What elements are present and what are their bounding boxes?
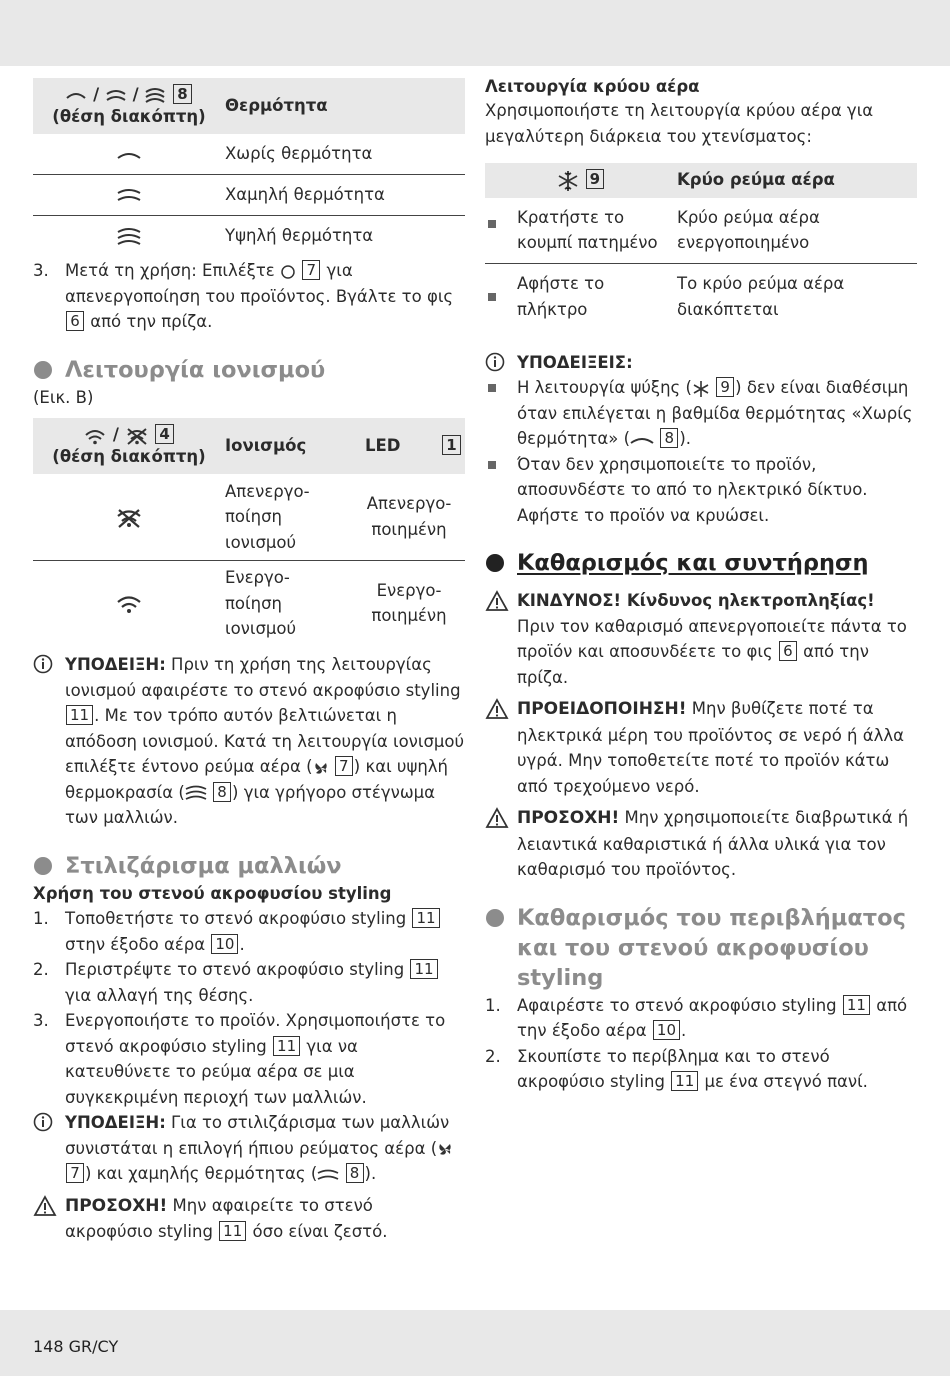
ref-box: 7 — [335, 756, 353, 776]
ref-box: 9 — [716, 377, 734, 397]
ref-box: 6 — [66, 311, 84, 331]
danger-note: ΚΙΝΔΥΝΟΣ! Κίνδυνος ηλεκτροπληξίας! Πριν τον καθαρισμό απενεργοποιείτε πάντα το προϊόν και αποσυνδέετε το φις 6 από την πρίζα. — [485, 588, 917, 690]
bullet-dot-icon — [486, 909, 504, 927]
heat-high-icon — [185, 785, 207, 801]
heat-table — [33, 78, 465, 256]
ion-table-head-ion: Ιονισμός — [225, 418, 353, 474]
table-row — [485, 264, 917, 330]
caution-note: ΠΡΟΣΟΧΗ! Μην χρησιμοποιείτε διαβρωτικά ή λειαντικά καθαριστικά ή άλλα υλικά για τον καθαρισμό του προϊόντος. — [485, 805, 917, 883]
housing-steps — [485, 993, 917, 1095]
warning-note: ΠΡΟΕΙΔΟΠΟΙΗΣΗ! Μην βυθίζετε ποτέ τα ηλεκτρικά μέρη του προϊόντος σε νερό ή άλλα υγρά. Μην τοποθετείτε ποτέ το προϊόν κάτω από τρεχούμενο νερό. — [485, 696, 917, 799]
ion-state: Ενεργο- ποίηση ιονισμού — [225, 568, 297, 638]
cool-state: Κρύο ρεύμα αέρα ενεργοποιημένο — [677, 198, 917, 264]
list-item: 2. Περιστρέψτε το στενό ακροφύσιο styling 11 για αλλαγή της θέσης. — [33, 957, 465, 1008]
footer-band — [0, 1310, 950, 1376]
ref-box: 7 — [302, 260, 320, 280]
ion-table-head-switch: / 4 (θέση διακόπτη) — [33, 418, 225, 474]
ion-off-icon — [125, 427, 149, 445]
ref-box: 10 — [653, 1020, 680, 1040]
snowflake-icon — [692, 380, 710, 398]
cool-state: Το κρύο ρεύμα αέρα διακόπτεται — [677, 274, 845, 319]
square-bullet-icon — [488, 220, 496, 228]
heat-off-icon — [630, 434, 654, 446]
square-bullet-icon — [488, 293, 496, 301]
ion-table — [33, 418, 465, 646]
bullet-dot-icon — [486, 554, 504, 572]
section-heading-styling: Στιλιζάρισμα μαλλιών — [33, 851, 465, 881]
left-column — [33, 76, 465, 1245]
heat-table-head-switch: / / 8 (θέση διακόπτη) — [33, 78, 225, 134]
heat-table-head-heat: Θερμότητα — [225, 78, 465, 134]
section-heading-cleaning: Καθαρισμός και συντήρηση — [485, 548, 917, 578]
led-state: Ενεργο- ποιημένη — [371, 580, 447, 626]
led-state: Απενεργο- ποιημένη — [353, 474, 465, 560]
ref-box: 11 — [410, 959, 437, 979]
warning-triangle-icon — [33, 1195, 57, 1217]
cool-table-head-state: Κρύο ρεύμα αέρα — [677, 163, 917, 198]
table-row — [33, 474, 465, 560]
warning-triangle-icon — [485, 807, 509, 829]
off-circle-icon — [280, 264, 296, 280]
step-list — [33, 258, 465, 335]
heat-low-icon — [116, 186, 142, 204]
ref-box: 11 — [219, 1221, 246, 1241]
ref-box: 7 — [66, 1163, 84, 1183]
styling-caution: ΠΡΟΣΟΧΗ! Μην αφαιρείτε το στενό ακροφύσιο styling 11 όσο είναι ζεστό. — [33, 1193, 465, 1245]
table-row — [33, 174, 465, 215]
subheading: Χρήση του στενού ακροφυσίου styling — [33, 883, 392, 903]
ion-on-icon — [115, 594, 143, 614]
heat-low-icon — [317, 1168, 339, 1182]
ref-box: 1 — [442, 435, 460, 455]
ion-table-head-switch-label: (θέση διακόπτη) — [52, 447, 206, 466]
ref-box: 8 — [346, 1163, 364, 1183]
cool-action: Αφήστε το πλήκτρο — [485, 264, 677, 330]
info-icon — [485, 352, 505, 372]
ref-box: 10 — [211, 934, 238, 954]
ion-table-head-led: LED 1 — [353, 418, 465, 474]
table-row — [33, 134, 465, 174]
ref-box: 11 — [273, 1036, 300, 1056]
section-heading-ionisation: Λειτουργία ιονισμού — [33, 355, 465, 385]
subheading: Λειτουργία κρύου αέρα — [485, 77, 700, 96]
ref-box: 11 — [843, 995, 870, 1015]
list-item: 2. Σκουπίστε το περίβλημα και το στενό ακροφύσιο styling 11 με ένα στεγνό πανί. — [485, 1046, 868, 1091]
snowflake-icon — [557, 170, 579, 192]
heat-low-icon — [105, 88, 127, 104]
heat-table-head-switch-label: (θέση διακόπτη) — [52, 107, 206, 126]
list-item: Η λειτουργία ψύξης ( 9 ) δεν είναι διαθέσιμη όταν επιλέγεται η βαθμίδα θερμότητας «Χωρίς θερμότητα» ( 8 ). — [485, 375, 917, 452]
cool-notes: ΥΠΟΔΕΙΞΕΙΣ: — [485, 350, 917, 376]
list-item: 3. Ενεργοποιήστε το προϊόν. Χρησιμοποιήστε το στενό ακροφύσιο styling 11 για να κατευθύνετε το ρεύμα αέρα σε μια συγκεκριμένη περιοχή των μαλλιών. — [33, 1011, 446, 1107]
heat-high-icon — [144, 87, 166, 105]
ref-box: 11 — [671, 1071, 698, 1091]
bullet-dot-icon — [34, 361, 52, 379]
list-item: 3. Μετά τη χρήση: Επιλέξτε 7 για απενεργοποίηση του προϊόντος. Βγάλτε το φις 6 από την πρίζα. — [33, 261, 454, 331]
page-number: 148 — [33, 1337, 64, 1356]
warning-triangle-icon — [485, 698, 509, 720]
square-bullet-icon — [488, 384, 496, 392]
fan-icon — [313, 760, 329, 776]
page-footer — [33, 1334, 118, 1360]
info-icon — [33, 1112, 53, 1132]
table-row — [33, 215, 465, 256]
list-item: 1. Τοποθετήστε το στενό ακροφύσιο styling 11 στην έξοδο αέρα 10 . — [33, 906, 465, 957]
cool-table — [485, 163, 917, 330]
cool-action: Κρατήστε το κουμπί πατημένο — [485, 198, 677, 264]
square-bullet-icon — [488, 461, 496, 469]
right-column — [485, 76, 917, 1095]
heat-high-icon — [116, 226, 142, 248]
heat-label: Χαμηλή θερμότητα — [225, 174, 465, 215]
cool-note-list — [485, 375, 917, 528]
heat-off-icon — [116, 148, 142, 162]
list-item: Όταν δεν χρησιμοποιείτε το προϊόν, αποσυνδέστε το από το ηλεκτρικό δίκτυο. Αφήστε το προϊόν να κρυώσει. — [485, 452, 917, 529]
bullet-dot-icon — [34, 857, 52, 875]
fan-icon — [437, 1141, 453, 1157]
ref-box: 8 — [173, 84, 191, 104]
ref-box: 6 — [779, 641, 797, 661]
warning-triangle-icon — [485, 590, 509, 612]
heat-label: Χωρίς θερμότητα — [225, 134, 465, 174]
table-row — [485, 198, 917, 264]
ref-box: 9 — [586, 169, 604, 189]
info-icon — [33, 654, 53, 674]
cool-intro: Χρησιμοποιήστε τη λειτουργία κρύου αέρα για μεγαλύτερη διάρκεια του χτενίσματος: — [485, 101, 874, 146]
cool-table-head-button — [485, 163, 677, 198]
ion-off-icon — [115, 507, 143, 529]
ref-box: 11 — [66, 705, 93, 725]
ref-box: 11 — [412, 908, 439, 928]
styling-steps — [33, 906, 465, 1110]
ref-box: 4 — [155, 424, 173, 444]
figure-ref: (Εικ. B) — [33, 387, 94, 407]
section-heading-housing: Καθαρισμός του περιβλήματος και του στενού ακροφυσίου styling — [485, 903, 917, 993]
language-code: GR/CY — [68, 1337, 119, 1356]
list-item: 1. Αφαιρέστε το στενό ακροφύσιο styling 11 από την έξοδο αέρα 10 . — [485, 995, 908, 1040]
ion-note: ΥΠΟΔΕΙΞΗ: Πριν τη χρήση της λειτουργίας ιονισμού αφαιρέστε το στενό ακροφύσιο styling 11 . Με τον τρόπο αυτόν βελτιώνεται η απόδοση ιονισμού. Κατά τη λειτουργία ιονισμού επιλέξτε έντονο ρεύμα αέρα ( 7 ) και υψηλή θερμοκρασία ( 8 ) για γρήγορο στέγνωμα των μαλλιών. — [33, 652, 465, 831]
table-row — [33, 560, 465, 646]
styling-note: ΥΠΟΔΕΙΞΗ: Για το στιλιζάρισμα των μαλλιών συνιστάται η επιλογή ήπιου ρεύματος αέρα ( 7 ) και χαμηλής θερμότητας ( 8 ). — [33, 1110, 465, 1187]
ref-box: 8 — [660, 428, 678, 448]
ref-box: 8 — [213, 782, 231, 802]
heat-label: Υψηλή θερμότητα — [225, 226, 374, 245]
header-band — [0, 0, 950, 66]
heat-off-icon — [65, 89, 87, 103]
ion-on-icon — [83, 427, 107, 445]
ion-state: Απενεργο- ποίηση ιονισμού — [225, 474, 353, 560]
